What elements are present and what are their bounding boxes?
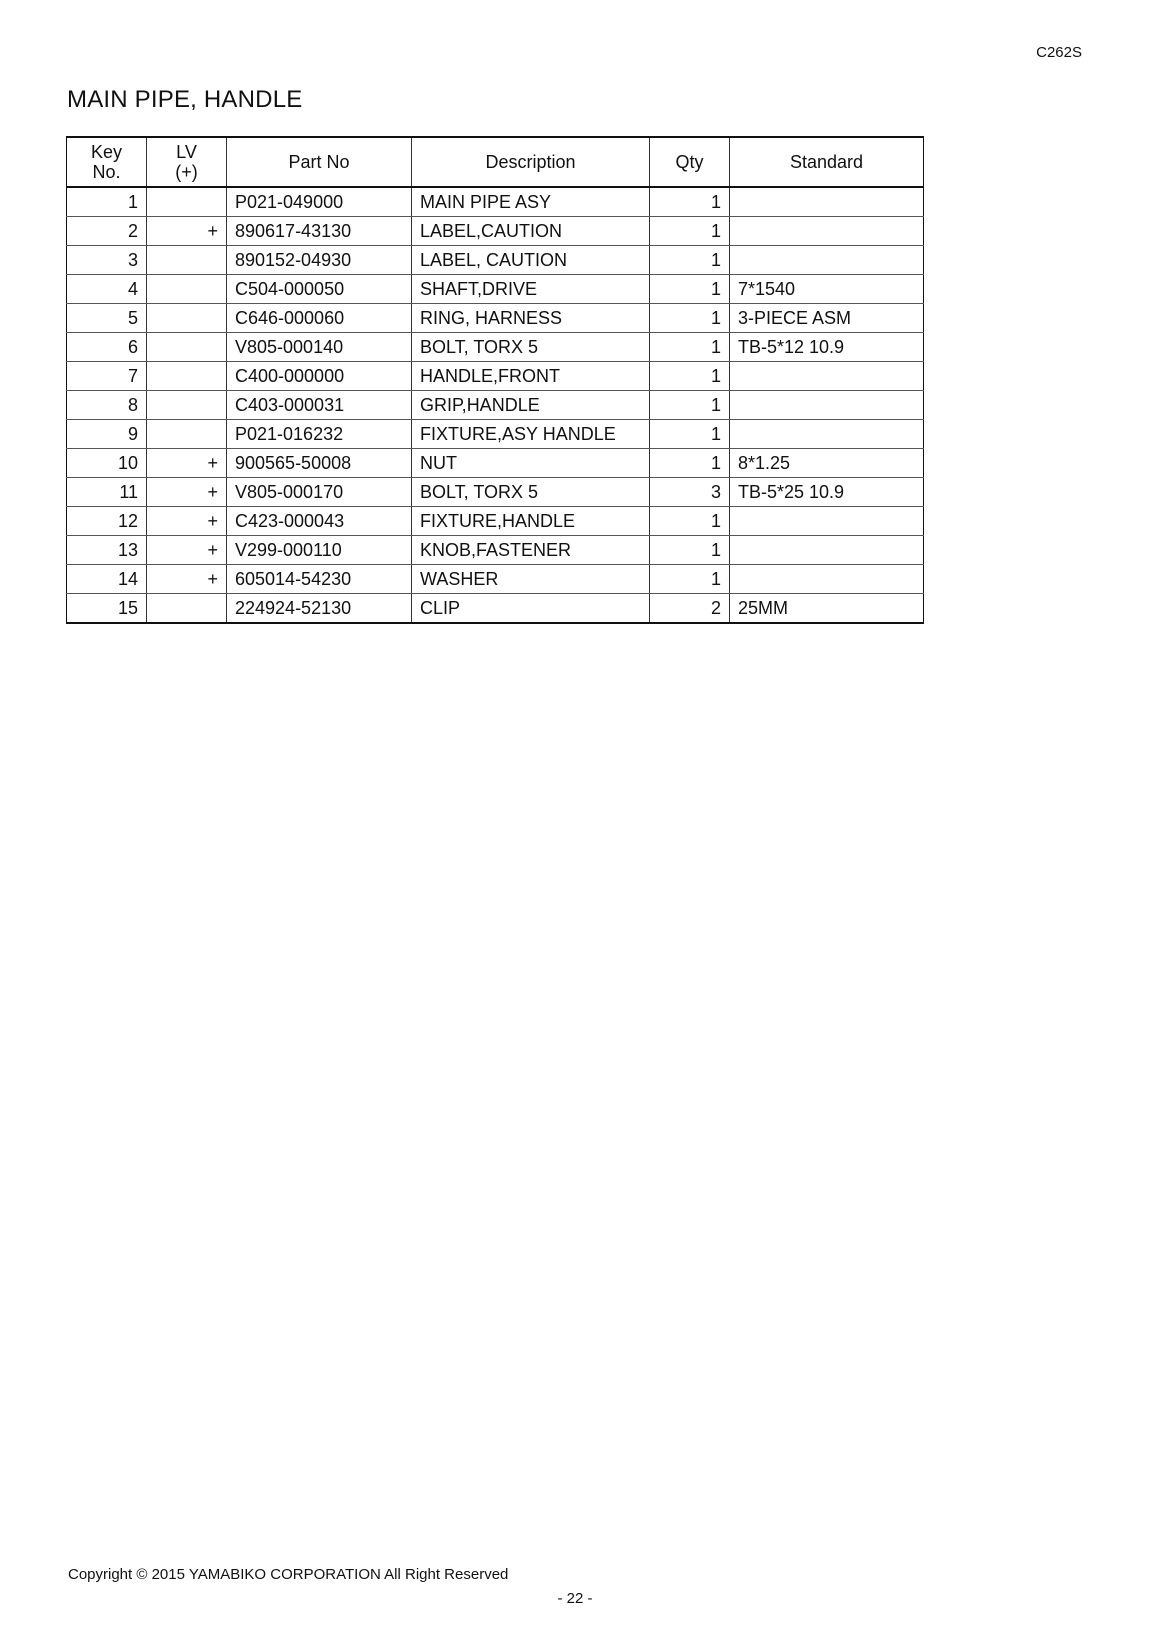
cell-part-no: 890617-43130 (227, 217, 412, 246)
cell-description: BOLT, TORX 5 (412, 478, 650, 507)
col-standard: Standard (730, 137, 924, 187)
cell-key: 3 (67, 246, 147, 275)
cell-qty: 1 (650, 246, 730, 275)
cell-key: 12 (67, 507, 147, 536)
cell-standard (730, 420, 924, 449)
cell-standard: 25MM (730, 594, 924, 624)
cell-qty: 3 (650, 478, 730, 507)
cell-qty: 1 (650, 507, 730, 536)
table-row (67, 420, 924, 449)
col-lv-line1: LV (176, 142, 197, 162)
cell-standard (730, 217, 924, 246)
col-qty: Qty (650, 137, 730, 187)
col-description: Description (412, 137, 650, 187)
cell-standard (730, 507, 924, 536)
table-row (67, 565, 924, 594)
cell-key: 11 (67, 478, 147, 507)
cell-standard: TB-5*12 10.9 (730, 333, 924, 362)
cell-key: 1 (67, 187, 147, 217)
cell-key: 9 (67, 420, 147, 449)
cell-description: NUT (412, 449, 650, 478)
cell-standard (730, 362, 924, 391)
cell-part-no: 890152-04930 (227, 246, 412, 275)
cell-qty: 1 (650, 187, 730, 217)
table-row (67, 217, 924, 246)
cell-description: FIXTURE,HANDLE (412, 507, 650, 536)
cell-key: 5 (67, 304, 147, 333)
cell-part-no: C646-000060 (227, 304, 412, 333)
cell-lv (147, 304, 227, 333)
table-header-row (67, 137, 924, 187)
cell-key: 7 (67, 362, 147, 391)
parts-table (66, 136, 924, 624)
cell-standard (730, 187, 924, 217)
cell-part-no: V299-000110 (227, 536, 412, 565)
cell-key: 13 (67, 536, 147, 565)
model-code: C262S (1036, 44, 1082, 61)
cell-lv (147, 362, 227, 391)
cell-qty: 1 (650, 449, 730, 478)
cell-lv (147, 420, 227, 449)
table-row (67, 333, 924, 362)
cell-description: RING, HARNESS (412, 304, 650, 333)
cell-qty: 1 (650, 391, 730, 420)
cell-description: GRIP,HANDLE (412, 391, 650, 420)
cell-qty: 1 (650, 536, 730, 565)
cell-part-no: P021-016232 (227, 420, 412, 449)
cell-part-no: C400-000000 (227, 362, 412, 391)
cell-part-no: C403-000031 (227, 391, 412, 420)
cell-qty: 1 (650, 304, 730, 333)
cell-key: 2 (67, 217, 147, 246)
cell-qty: 1 (650, 420, 730, 449)
col-key-no-line1: Key (90, 142, 123, 162)
cell-part-no: 900565-50008 (227, 449, 412, 478)
cell-lv: + (147, 449, 227, 478)
cell-lv (147, 187, 227, 217)
cell-lv: + (147, 536, 227, 565)
cell-description: LABEL, CAUTION (412, 246, 650, 275)
table-row (67, 246, 924, 275)
cell-qty: 1 (650, 217, 730, 246)
cell-lv (147, 594, 227, 624)
cell-description: CLIP (412, 594, 650, 624)
cell-standard: 7*1540 (730, 275, 924, 304)
cell-part-no: 605014-54230 (227, 565, 412, 594)
table-row (67, 594, 924, 624)
cell-key: 4 (67, 275, 147, 304)
cell-standard (730, 246, 924, 275)
cell-description: MAIN PIPE ASY (412, 187, 650, 217)
cell-key: 14 (67, 565, 147, 594)
cell-lv: + (147, 478, 227, 507)
cell-lv (147, 391, 227, 420)
cell-description: BOLT, TORX 5 (412, 333, 650, 362)
table-row (67, 536, 924, 565)
table-row (67, 391, 924, 420)
cell-lv (147, 275, 227, 304)
cell-lv: + (147, 565, 227, 594)
cell-qty: 1 (650, 362, 730, 391)
table-row (67, 362, 924, 391)
col-part-no: Part No (227, 137, 412, 187)
cell-description: WASHER (412, 565, 650, 594)
cell-lv (147, 333, 227, 362)
cell-standard (730, 565, 924, 594)
cell-part-no: C504-000050 (227, 275, 412, 304)
table-row (67, 478, 924, 507)
cell-lv (147, 246, 227, 275)
cell-qty: 2 (650, 594, 730, 624)
cell-key: 10 (67, 449, 147, 478)
cell-description: FIXTURE,ASY HANDLE (412, 420, 650, 449)
cell-key: 6 (67, 333, 147, 362)
cell-lv: + (147, 217, 227, 246)
cell-key: 8 (67, 391, 147, 420)
cell-qty: 1 (650, 333, 730, 362)
cell-key: 15 (67, 594, 147, 624)
col-key-no-line2: No. (92, 162, 121, 182)
page-number: - 22 - (557, 1590, 593, 1607)
cell-qty: 1 (650, 275, 730, 304)
cell-part-no: 224924-52130 (227, 594, 412, 624)
col-lv (147, 137, 227, 187)
table-row (67, 449, 924, 478)
page-title: MAIN PIPE, HANDLE (67, 86, 303, 113)
cell-lv: + (147, 507, 227, 536)
cell-part-no: V805-000140 (227, 333, 412, 362)
cell-description: KNOB,FASTENER (412, 536, 650, 565)
cell-description: LABEL,CAUTION (412, 217, 650, 246)
table-row (67, 275, 924, 304)
cell-qty: 1 (650, 565, 730, 594)
cell-part-no: C423-000043 (227, 507, 412, 536)
cell-standard (730, 536, 924, 565)
cell-standard: 3-PIECE ASM (730, 304, 924, 333)
cell-part-no: V805-000170 (227, 478, 412, 507)
table-row (67, 187, 924, 217)
copyright-notice: Copyright © 2015 YAMABIKO CORPORATION All Right Reserved (68, 1566, 509, 1583)
cell-standard: 8*1.25 (730, 449, 924, 478)
cell-description: HANDLE,FRONT (412, 362, 650, 391)
col-key-no (67, 137, 147, 187)
table-row (67, 507, 924, 536)
cell-standard: TB-5*25 10.9 (730, 478, 924, 507)
cell-description: SHAFT,DRIVE (412, 275, 650, 304)
col-lv-line2: (+) (175, 162, 198, 182)
cell-part-no: P021-049000 (227, 187, 412, 217)
cell-standard (730, 391, 924, 420)
table-row (67, 304, 924, 333)
